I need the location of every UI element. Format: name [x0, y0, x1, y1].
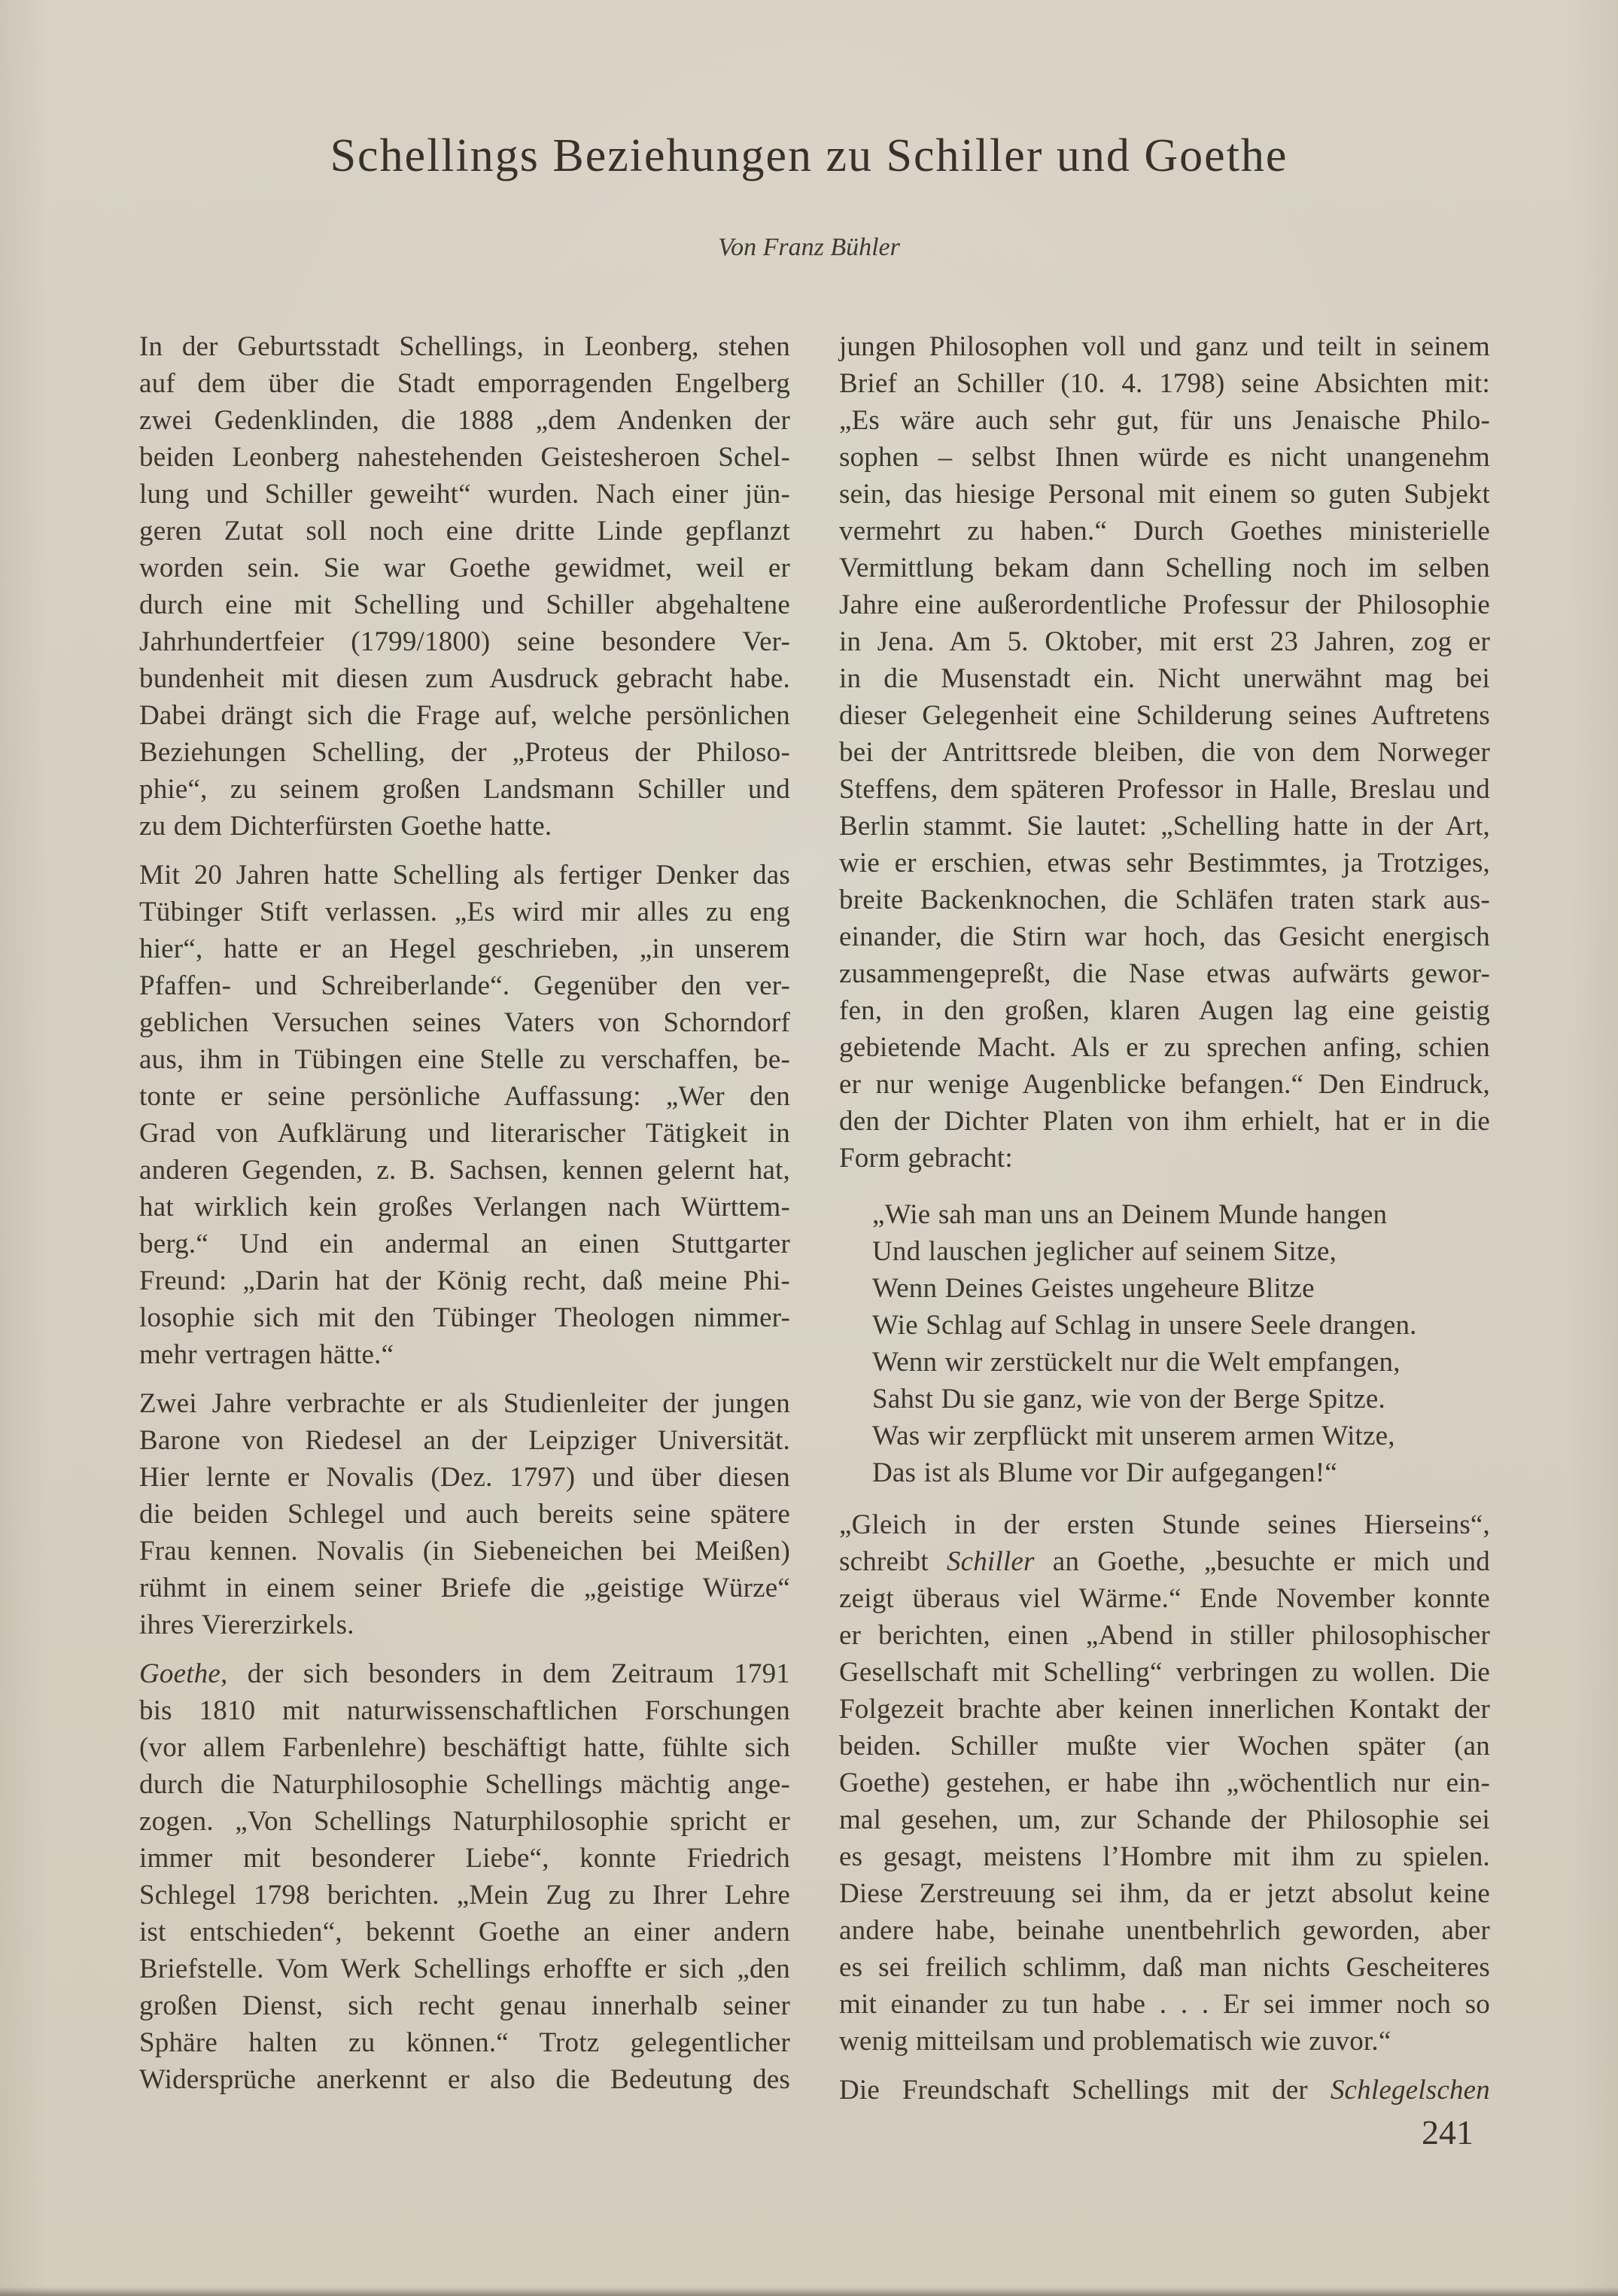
text-line: bei der Antrittsrede bleiben, die von dem Norweger [839, 737, 1490, 768]
text-line: rühmt in einem seiner Briefe die „geistige Würze“ [139, 1573, 790, 1603]
text-line: Goethe) gestehen, er habe ihn „wöchentlich nur ein- [839, 1768, 1490, 1798]
text-line: aus, ihm in Tübingen eine Stelle zu verschaffen, be- [139, 1044, 790, 1075]
text-line: Vermittlung bekam dann Schelling noch im selben [839, 553, 1490, 583]
text-line: fen, in den großen, klaren Augen lag eine geistig [839, 995, 1490, 1026]
text-line: Barone von Riedesel an der Leipziger Universität. [139, 1425, 790, 1456]
text-line: tonte er seine persönliche Auffassung: „Wer den [139, 1081, 790, 1112]
text-line: mit einander zu tun habe . . . Er sei immer noch so [839, 1989, 1490, 2020]
text-line: immer mit besonderer Liebe“, konnte Friedrich [139, 1843, 790, 1874]
text-line: Was wir zerpflückt mit unserem armen Witze, [872, 1421, 1395, 1451]
text-line: Goethe, der sich besonders in dem Zeitraum 1791 [139, 1658, 790, 1689]
text-line: die beiden Schlegel und auch bereits seine spätere [139, 1499, 790, 1530]
text-line: Wenn wir zerstückelt nur die Welt empfangen, [872, 1347, 1401, 1378]
text-line: geblichen Versuchen seines Vaters von Schorndorf [139, 1007, 790, 1038]
text-line: Form gebracht: [839, 1143, 1013, 1174]
paragraph [139, 1655, 790, 2098]
text-line: es sei freilich schlimm, daß man nichts Gescheiteres [839, 1952, 1490, 1983]
text-line: er nur wenige Augenblicke befangen.“ Den Eindruck, [839, 1069, 1490, 1100]
text-line: Frau kennen. Novalis (in Siebeneichen bei Meißen) [139, 1536, 790, 1567]
text-line: er berichten, einen „Abend in stiller philosophischer [839, 1620, 1490, 1651]
text-line: ist entschieden“, bekennt Goethe an einer andern [139, 1917, 790, 1947]
text-line: sein, das hiesige Personal mit einem so guten Subjekt [839, 479, 1490, 510]
text-line: hat wirklich kein großes Verlangen nach Württem- [139, 1192, 790, 1223]
text-line: Diese Zerstreuung sei ihm, da er jetzt absolut keine [839, 1878, 1490, 1909]
text-line: Schlegel 1798 berichten. „Mein Zug zu Ihrer Lehre [139, 1880, 790, 1911]
text-line: zu dem Dichterfürsten Goethe hatte. [139, 811, 552, 842]
text-line: Freund: „Darin hat der König recht, daß meine Phi- [139, 1265, 790, 1296]
text-line: Das ist als Blume vor Dir aufgegangen!“ [872, 1457, 1337, 1488]
text-line: breite Backenknochen, die Schläfen traten stark aus- [839, 885, 1490, 915]
text-line: Und lauschen jeglicher auf seinem Sitze, [872, 1236, 1337, 1267]
text-line: „Es wäre auch sehr gut, für uns Jenaische Philo- [839, 405, 1490, 436]
text-line: vermehrt zu haben.“ Durch Goethes ministerielle [839, 516, 1490, 547]
text-line: Steffens, dem späteren Professor in Halle, Breslau und [839, 774, 1490, 805]
page-number: 241 [1422, 2113, 1474, 2151]
text-line: mehr vertragen hätte.“ [139, 1339, 394, 1370]
text-line: bundenheit mit diesen zum Ausdruck gebracht habe. [139, 663, 790, 694]
text-line: Pfaffen- und Schreiberlande“. Gegenüber den ver- [139, 970, 790, 1001]
text-line: andere habe, beinahe unentbehrlich geworden, aber [839, 1915, 1490, 1946]
paragraph [139, 1385, 790, 1643]
text-line: Jahrhundertfeier (1799/1800) seine besondere Ver- [139, 626, 790, 657]
text-line: hier“, hatte er an Hegel geschrieben, „in unserem [139, 933, 790, 964]
text-line: auf dem über die Stadt emporragenden Engelberg [139, 368, 790, 399]
text-line: es gesagt, meistens l’Hombre mit ihm zu spielen. [839, 1841, 1490, 1872]
byline: Von Franz Bühler [718, 233, 900, 261]
text-line: (vor allem Farbenlehre) beschäftigt hatte, fühlte sich [139, 1732, 790, 1763]
text-line: geren Zutat soll noch eine dritte Linde gepflanzt [139, 516, 790, 547]
text-line: Wenn Deines Geistes ungeheure Blitze [872, 1273, 1315, 1304]
text-line: Wie Schlag auf Schlag in unsere Seele drangen. [872, 1310, 1417, 1341]
text-line: zeigt überaus viel Wärme.“ Ende November konnte [839, 1583, 1490, 1614]
text-line: Briefstelle. Vom Werk Schellings erhoffte er sich „den [139, 1953, 790, 1984]
text-line: großen Dienst, sich recht genau innerhalb seiner [139, 1990, 790, 2021]
paragraph [139, 857, 790, 1373]
text-line: Mit 20 Jahren hatte Schelling als fertiger Denker das [139, 860, 790, 891]
text-line: jungen Philosophen voll und ganz und teilt in seinem [839, 331, 1490, 362]
text-line: beiden Leonberg nahestehenden Geistesheroen Schel- [139, 442, 790, 473]
paragraph [139, 328, 790, 845]
text-line: mal gesehen, um, zur Schande der Philosophie sei [839, 1804, 1490, 1835]
text-line: Sphäre halten zu können.“ Trotz gelegentlicher [139, 2027, 790, 2058]
text-line: Gesellschaft mit Schelling“ verbringen zu wollen. Die [839, 1657, 1490, 1688]
text-line: wenig mitteilsam und problematisch wie zuvor.“ [839, 2026, 1391, 2057]
paragraph [839, 328, 1490, 1177]
text-line: zogen. „Von Schellings Naturphilosophie spricht er [139, 1806, 790, 1837]
text-line: in Jena. Am 5. Oktober, mit erst 23 Jahren, zog er [839, 626, 1490, 657]
text-line: Beziehungen Schelling, der „Proteus der Philoso- [139, 737, 790, 768]
text-line: sophen – selbst Ihnen würde es nicht unangenehm [839, 442, 1490, 473]
text-line: anderen Gegenden, z. B. Sachsen, kennen gelernt hat, [139, 1155, 790, 1186]
text-line: Dabei drängt sich die Frage auf, welche persönlichen [139, 700, 790, 731]
text-line: worden sein. Sie war Goethe gewidmet, weil er [139, 553, 790, 583]
text-line: Tübinger Stift verlassen. „Es wird mir alles zu eng [139, 897, 790, 927]
text-column-left [139, 328, 790, 2109]
text-line: Die Freundschaft Schellings mit der Schlegelschen [839, 2075, 1490, 2106]
text-line: berg.“ Und ein andermal an einen Stuttgarter [139, 1229, 790, 1259]
text-line: zusammengepreßt, die Nase etwas aufwärts gewor- [839, 958, 1490, 989]
poem-block [872, 1196, 1490, 1491]
text-line: wie er erschien, etwas sehr Bestimmtes, ja Trotziges, [839, 848, 1490, 879]
text-line: Zwei Jahre verbrachte er als Studienleiter der jungen [139, 1388, 790, 1419]
text-column-right [839, 328, 1490, 2109]
text-line: gebietende Macht. Als er zu sprechen anfing, schien [839, 1032, 1490, 1063]
text-line: In der Geburtsstadt Schellings, in Leonberg, stehen [139, 331, 790, 362]
text-line: Folgezeit brachte aber keinen innerlichen Kontakt der [839, 1694, 1490, 1725]
text-line: Widersprüche anerkennt er also die Bedeutung des [139, 2064, 790, 2095]
text-columns [139, 328, 1490, 2109]
text-line: Berlin stammt. Sie lautet: „Schelling hatte in der Art, [839, 811, 1490, 842]
text-line: ihres Viererzirkels. [139, 1609, 354, 1640]
text-line: durch die Naturphilosophie Schellings mächtig ange- [139, 1769, 790, 1800]
text-line: Jahre eine außerordentliche Professur der Philosophie [839, 589, 1490, 620]
text-line: bis 1810 mit naturwissenschaftlichen Forschungen [139, 1695, 790, 1726]
paragraph [839, 2072, 1490, 2109]
text-line: dieser Gelegenheit eine Schilderung seines Auftretens [839, 700, 1490, 731]
text-line: den der Dichter Platen von ihm erhielt, hat er in die [839, 1106, 1490, 1137]
text-line: lung und Schiller geweiht“ wurden. Nach einer jün- [139, 479, 790, 510]
text-line: „Gleich in der ersten Stunde seines Hierseins“, [839, 1509, 1490, 1540]
text-line: zwei Gedenklinden, die 1888 „dem Andenken der [139, 405, 790, 436]
text-line: schreibt Schiller an Goethe, „besuchte er mich und [839, 1546, 1490, 1577]
text-line: losophie sich mit den Tübinger Theologen nimmer- [139, 1302, 790, 1333]
paragraph [839, 1506, 1490, 2060]
text-line: durch eine mit Schelling und Schiller abgehaltene [139, 589, 790, 620]
text-line: in die Musenstadt ein. Nicht unerwähnt mag bei [839, 663, 1490, 694]
text-line: phie“, zu seinem großen Landsmann Schiller und [139, 774, 790, 805]
page-title: Schellings Beziehungen zu Schiller und Goethe [330, 130, 1288, 181]
text-line: beiden. Schiller mußte vier Wochen später (an [839, 1731, 1490, 1762]
text-line: Sahst Du sie ganz, wie von der Berge Spitze. [872, 1384, 1385, 1414]
text-line: Brief an Schiller (10. 4. 1798) seine Absichten mit: [839, 368, 1490, 399]
text-line: einander, die Stirn war hoch, das Gesicht energisch [839, 921, 1490, 952]
text-line: „Wie sah man uns an Deinem Munde hangen [872, 1199, 1388, 1230]
text-line: Hier lernte er Novalis (Dez. 1797) und über diesen [139, 1462, 790, 1493]
text-line: Grad von Aufklärung und literarischer Tätigkeit in [139, 1118, 790, 1149]
